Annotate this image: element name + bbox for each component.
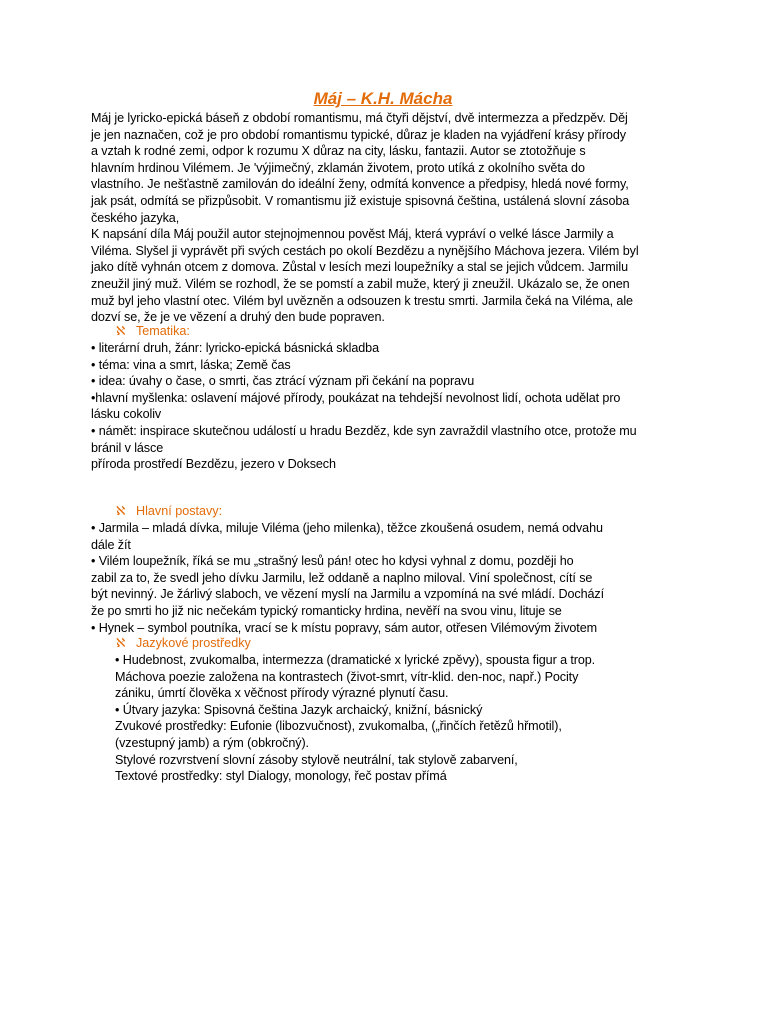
text-line: zneužil jiný muž. Vilém se rozhodl, že se pomstí a zabil muže, který ji zneužil. Ukázalo se, že onen xyxy=(91,277,630,291)
text-line: Textové prostředky: styl Dialogy, monology, řeč postav přímá xyxy=(115,769,447,784)
text-line: lásku cokoliv xyxy=(91,407,162,422)
text-line: Viléma. Slyšel ji vyprávět při svých cestách po okolí Bezdězu a nynějšího Máchova jezera. Vilém byl xyxy=(91,243,639,258)
aleph-bullet-icon: ℵ xyxy=(116,504,126,518)
text-line: a vztah k rodné zemi, odpor k rozumu X důraz na city, lásku, fantazii. Autor se ztotožňuje s xyxy=(91,144,586,159)
text-line: hlavním hrdinou Vilémem. Je 'výjimečný, zklamán životem, proto utíká z okolního světa do xyxy=(91,160,585,175)
text-line: Stylové rozvrstvení slovní zásoby stylově neutrální, tak stylově zabarvení, xyxy=(115,752,518,767)
text-line: Máj je lyricko-epická báseň z období romantismu, má čtyři dějství, dvě intermezza a předzpěv. Děj xyxy=(91,111,628,125)
section-heading-prostredky xyxy=(116,635,251,652)
document-title: Máj – K.H. Mácha xyxy=(313,89,453,108)
text-line: zániku, úmrtí člověka x věčnost přírody výrazné plynutí času. xyxy=(115,686,449,701)
text-line: že po smrti ho již nic nečekám typický romanticky hrdina, nevěří na svou vinu, lituje se xyxy=(91,604,562,618)
text-line: bránil v lásce xyxy=(91,440,164,455)
text-line: (vzestupný jamb) a rým (obkročný). xyxy=(115,736,309,750)
text-line: • Jarmila – mladá dívka, miluje Viléma (jeho milenka), těžce zkoušená osudem, nemá odvahu xyxy=(91,521,603,535)
text-line: • Vilém loupežník, říká se mu „strašný lesů pán! otec ho kdysi vyhnal z domu, později ho xyxy=(91,554,574,569)
section-heading-label: Hlavní postavy: xyxy=(136,504,223,518)
text-line: jako dítě vyhnán otcem z domova. Zůstal v lesích mezi loupežníky a stal se jejich vůdcem. Jarmilu xyxy=(91,260,628,275)
text-line: • Útvary jazyka: Spisovná čeština Jazyk archaický, knižní, básnický xyxy=(115,702,483,717)
text-line: •hlavní myšlenka: oslavení májové přírody, poukázat na tehdejší nevolnost lidí, ochota udělat pro xyxy=(91,390,621,405)
text-line: je jen naznačen, což je pro období romantismu typické, důraz je kladen na vyjádření krásy přírody xyxy=(91,127,626,142)
text-line: vlastního. Je nešťastně zamilován do ideální ženy, odmítá konvence a předpisy, hledá nové formy, xyxy=(91,177,629,192)
text-line: být nevinný. Je žárlivý slaboch, ve vězení myslí na Jarmilu a vzpomíná na své mládí. Dochází xyxy=(91,587,604,602)
section-heading-label: Tematika: xyxy=(136,324,190,338)
text-line: dále žít xyxy=(91,537,131,552)
text-line: Zvukové prostředky: Eufonie (libozvučnost), zvukomalba, („řinčích řetězů hřmotil), xyxy=(115,719,562,734)
aleph-bullet-icon: ℵ xyxy=(116,636,126,650)
text-line: • téma: vina a smrt, láska; Země čas xyxy=(91,357,291,372)
text-line: • literární druh, žánr: lyricko-epická básnická skladba xyxy=(91,341,379,355)
text-line: muž byl jeho vlastní otec. Vilém byl uvězněn a odsouzen k trestu smrti. Jarmila čeká na Viléma, ale xyxy=(91,293,633,308)
text-line: dozví se, že je ve vězení a druhý den bude popraven. xyxy=(91,310,385,325)
section-heading-tematika xyxy=(116,323,190,340)
text-line: • Hudebnost, zvukomalba, intermezza (dramatické x lyrické zpěvy), spousta figur a trop. xyxy=(115,653,596,667)
text-line: zabil za to, že svedl jeho dívku Jarmilu, lež oddaně a naplno miloval. Viní společnost, cítí se xyxy=(91,570,593,585)
aleph-bullet-icon: ℵ xyxy=(116,324,126,338)
section-heading-label: Jazykové prostředky xyxy=(136,636,251,650)
text-line: českého jazyka, xyxy=(91,210,180,225)
text-line: jak psát, odmítá se přizpůsobit. V romantismu již existuje spisovná čeština, ustálená slovní zásoba xyxy=(91,194,630,208)
text-line: příroda prostředí Bezdězu, jezero v Doksech xyxy=(91,457,336,472)
text-line: • idea: úvahy o čase, o smrti, čas ztrácí význam při čekání na popravu xyxy=(91,374,475,389)
text-line: • námět: inspirace skutečnou událostí u hradu Bezděz, kde syn zavraždil vlastního otce, protože mu xyxy=(91,424,637,438)
text-line: • Hynek – symbol poutníka, vrací se k místu popravy, sám autor, otřesen Vilémovým životem xyxy=(91,620,597,635)
text-line: Máchova poezie založena na kontrastech (život-smrt, vítr-klid. den-noc, např.) Pocity xyxy=(115,669,579,684)
section-heading-postavy xyxy=(116,503,222,520)
text-line: K napsání díla Máj použil autor stejnojmennou pověst Máj, která vypráví o velké lásce Jarmily a xyxy=(91,227,614,242)
